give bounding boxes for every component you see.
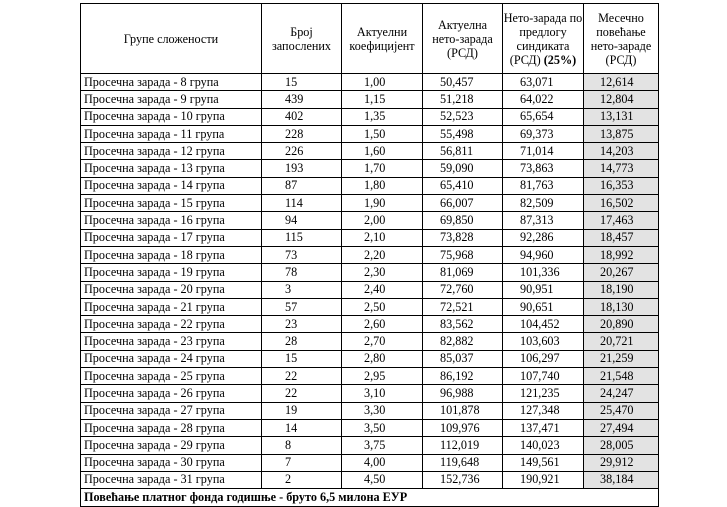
employees-cell: 3 (262, 281, 342, 298)
proposed-net-cell: 64,022 (503, 91, 584, 108)
table-row (81, 350, 659, 367)
coefficient-cell: 4,50 (342, 471, 423, 488)
proposed-net-cell: 106,297 (503, 350, 584, 367)
proposed-net-cell: 121,235 (503, 385, 584, 402)
table-row (81, 108, 659, 125)
coefficient-cell: 1,15 (342, 91, 423, 108)
proposed-net-cell: 69,373 (503, 125, 584, 142)
coefficient-cell: 2,70 (342, 333, 423, 350)
monthly-increase-cell: 18,992 (584, 246, 659, 263)
current-net-cell: 56,811 (423, 143, 503, 160)
group-cell: Просечна зарада - 20 група (81, 281, 262, 298)
current-net-cell: 96,988 (423, 385, 503, 402)
current-net-cell: 112,019 (423, 437, 503, 454)
table-row (81, 316, 659, 333)
table-row (81, 298, 659, 315)
table-row (81, 177, 659, 194)
current-net-cell: 85,037 (423, 350, 503, 367)
group-cell: Просечна зарада - 24 група (81, 350, 262, 367)
group-cell: Просечна зарада - 29 група (81, 437, 262, 454)
proposed-net-cell: 63,071 (503, 74, 584, 91)
monthly-increase-cell: 38,184 (584, 471, 659, 488)
employees-cell: 8 (262, 437, 342, 454)
monthly-increase-cell: 29,912 (584, 454, 659, 471)
proposed-net-cell: 65,654 (503, 108, 584, 125)
table-row (81, 264, 659, 281)
monthly-increase-cell: 16,353 (584, 177, 659, 194)
current-net-cell: 86,192 (423, 368, 503, 385)
group-cell: Просечна зарада - 10 група (81, 108, 262, 125)
table-row (81, 402, 659, 419)
table-row (81, 246, 659, 263)
coefficient-cell: 2,30 (342, 264, 423, 281)
monthly-increase-cell: 14,773 (584, 160, 659, 177)
table-row (81, 143, 659, 160)
employees-cell: 114 (262, 195, 342, 212)
proposed-net-cell: 137,471 (503, 419, 584, 436)
employees-cell: 193 (262, 160, 342, 177)
group-cell: Просечна зарада - 15 група (81, 195, 262, 212)
footer-note: Повећање платног фонда годишње - бруто 6,5 милона ЕУР (81, 489, 659, 507)
group-cell: Просечна зарада - 18 група (81, 246, 262, 263)
table-row (81, 333, 659, 350)
current-net-cell: 51,218 (423, 91, 503, 108)
monthly-increase-cell: 25,470 (584, 402, 659, 419)
employees-cell: 28 (262, 333, 342, 350)
current-net-cell: 101,878 (423, 402, 503, 419)
monthly-increase-cell: 28,005 (584, 437, 659, 454)
salary-table (80, 3, 659, 507)
group-cell: Просечна зарада - 17 група (81, 229, 262, 246)
table-row (81, 229, 659, 246)
proposed-net-cell: 107,740 (503, 368, 584, 385)
monthly-increase-cell: 21,259 (584, 350, 659, 367)
monthly-increase-cell: 18,190 (584, 281, 659, 298)
coefficient-cell: 3,50 (342, 419, 423, 436)
current-net-cell: 152,736 (423, 471, 503, 488)
header-row (81, 4, 659, 74)
group-cell: Просечна зарада - 30 група (81, 454, 262, 471)
coefficient-cell: 2,80 (342, 350, 423, 367)
monthly-increase-cell: 20,890 (584, 316, 659, 333)
coefficient-cell: 2,60 (342, 316, 423, 333)
footer-row (81, 489, 659, 507)
monthly-increase-cell: 20,267 (584, 264, 659, 281)
employees-cell: 402 (262, 108, 342, 125)
current-net-cell: 75,968 (423, 246, 503, 263)
header-proposed-net (503, 4, 584, 74)
proposed-net-cell: 90,651 (503, 298, 584, 315)
monthly-increase-cell: 21,548 (584, 368, 659, 385)
group-cell: Просечна зарада - 8 група (81, 74, 262, 91)
table-row (81, 74, 659, 91)
group-cell: Просечна зарада - 16 група (81, 212, 262, 229)
current-net-cell: 59,090 (423, 160, 503, 177)
header-proposed-pct: (25%) (543, 52, 577, 67)
employees-cell: 7 (262, 454, 342, 471)
table-row (81, 281, 659, 298)
header-employees: Број запослених (262, 4, 342, 74)
header-coefficient: Актуелни коефицијент (342, 4, 423, 74)
monthly-increase-cell: 20,721 (584, 333, 659, 350)
proposed-net-cell: 73,863 (503, 160, 584, 177)
current-net-cell: 83,562 (423, 316, 503, 333)
table-row (81, 125, 659, 142)
current-net-cell: 52,523 (423, 108, 503, 125)
current-net-cell: 66,007 (423, 195, 503, 212)
employees-cell: 22 (262, 368, 342, 385)
group-cell: Просечна зарада - 21 група (81, 298, 262, 315)
employees-cell: 14 (262, 419, 342, 436)
proposed-net-cell: 90,951 (503, 281, 584, 298)
employees-cell: 23 (262, 316, 342, 333)
coefficient-cell: 1,50 (342, 125, 423, 142)
proposed-net-cell: 190,921 (503, 471, 584, 488)
proposed-net-cell: 149,561 (503, 454, 584, 471)
employees-cell: 2 (262, 471, 342, 488)
monthly-increase-cell: 18,130 (584, 298, 659, 315)
header-group: Групе сложености (81, 4, 262, 74)
group-cell: Просечна зарада - 14 група (81, 177, 262, 194)
coefficient-cell: 3,75 (342, 437, 423, 454)
monthly-increase-cell: 13,875 (584, 125, 659, 142)
group-cell: Просечна зарада - 9 група (81, 91, 262, 108)
monthly-increase-cell: 17,463 (584, 212, 659, 229)
group-cell: Просечна зарада - 28 група (81, 419, 262, 436)
employees-cell: 87 (262, 177, 342, 194)
employees-cell: 94 (262, 212, 342, 229)
coefficient-cell: 2,95 (342, 368, 423, 385)
coefficient-cell: 1,80 (342, 177, 423, 194)
table-row (81, 419, 659, 436)
proposed-net-cell: 140,023 (503, 437, 584, 454)
proposed-net-cell: 103,603 (503, 333, 584, 350)
monthly-increase-cell: 14,203 (584, 143, 659, 160)
employees-cell: 115 (262, 229, 342, 246)
monthly-increase-cell: 24,247 (584, 385, 659, 402)
coefficient-cell: 2,10 (342, 229, 423, 246)
coefficient-cell: 1,60 (342, 143, 423, 160)
current-net-cell: 82,882 (423, 333, 503, 350)
proposed-net-cell: 101,336 (503, 264, 584, 281)
monthly-increase-cell: 18,457 (584, 229, 659, 246)
proposed-net-cell: 82,509 (503, 195, 584, 212)
coefficient-cell: 3,10 (342, 385, 423, 402)
proposed-net-cell: 81,763 (503, 177, 584, 194)
coefficient-cell: 4,00 (342, 454, 423, 471)
table-row (81, 195, 659, 212)
coefficient-cell: 1,00 (342, 74, 423, 91)
group-cell: Просечна зарада - 22 група (81, 316, 262, 333)
current-net-cell: 55,498 (423, 125, 503, 142)
employees-cell: 19 (262, 402, 342, 419)
group-cell: Просечна зарада - 25 група (81, 368, 262, 385)
proposed-net-cell: 94,960 (503, 246, 584, 263)
employees-cell: 15 (262, 74, 342, 91)
monthly-increase-cell: 16,502 (584, 195, 659, 212)
employees-cell: 15 (262, 350, 342, 367)
current-net-cell: 81,069 (423, 264, 503, 281)
group-cell: Просечна зарада - 12 група (81, 143, 262, 160)
coefficient-cell: 2,50 (342, 298, 423, 315)
table-row (81, 160, 659, 177)
coefficient-cell: 2,40 (342, 281, 423, 298)
current-net-cell: 73,828 (423, 229, 503, 246)
coefficient-cell: 2,00 (342, 212, 423, 229)
monthly-increase-cell: 27,494 (584, 419, 659, 436)
group-cell: Просечна зарада - 11 група (81, 125, 262, 142)
table-row (81, 471, 659, 488)
coefficient-cell: 1,70 (342, 160, 423, 177)
group-cell: Просечна зарада - 13 група (81, 160, 262, 177)
current-net-cell: 65,410 (423, 177, 503, 194)
current-net-cell: 72,521 (423, 298, 503, 315)
monthly-increase-cell: 12,614 (584, 74, 659, 91)
group-cell: Просечна зарада - 26 група (81, 385, 262, 402)
group-cell: Просечна зарада - 23 група (81, 333, 262, 350)
table-row (81, 91, 659, 108)
employees-cell: 439 (262, 91, 342, 108)
table-row (81, 437, 659, 454)
current-net-cell: 119,648 (423, 454, 503, 471)
table-row (81, 368, 659, 385)
header-proposed-net-text: Нето-зарада по предлогу синдиката (РСД) (503, 10, 583, 67)
proposed-net-cell: 87,313 (503, 212, 584, 229)
table-row (81, 385, 659, 402)
proposed-net-cell: 104,452 (503, 316, 584, 333)
employees-cell: 228 (262, 125, 342, 142)
current-net-cell: 72,760 (423, 281, 503, 298)
coefficient-cell: 1,35 (342, 108, 423, 125)
monthly-increase-cell: 13,131 (584, 108, 659, 125)
employees-cell: 73 (262, 246, 342, 263)
proposed-net-cell: 71,014 (503, 143, 584, 160)
table-row (81, 454, 659, 471)
employees-cell: 57 (262, 298, 342, 315)
monthly-increase-cell: 12,804 (584, 91, 659, 108)
header-current-net: Актуелна нето-зарада (РСД) (423, 4, 503, 74)
current-net-cell: 69,850 (423, 212, 503, 229)
table-row (81, 212, 659, 229)
group-cell: Просечна зарада - 27 група (81, 402, 262, 419)
employees-cell: 226 (262, 143, 342, 160)
current-net-cell: 109,976 (423, 419, 503, 436)
proposed-net-cell: 127,348 (503, 402, 584, 419)
employees-cell: 22 (262, 385, 342, 402)
coefficient-cell: 1,90 (342, 195, 423, 212)
coefficient-cell: 3,30 (342, 402, 423, 419)
current-net-cell: 50,457 (423, 74, 503, 91)
coefficient-cell: 2,20 (342, 246, 423, 263)
header-monthly-increase: Месечно повећање нето-зараде (РСД) (584, 4, 659, 74)
group-cell: Просечна зарада - 19 група (81, 264, 262, 281)
employees-cell: 78 (262, 264, 342, 281)
group-cell: Просечна зарада - 31 група (81, 471, 262, 488)
proposed-net-cell: 92,286 (503, 229, 584, 246)
